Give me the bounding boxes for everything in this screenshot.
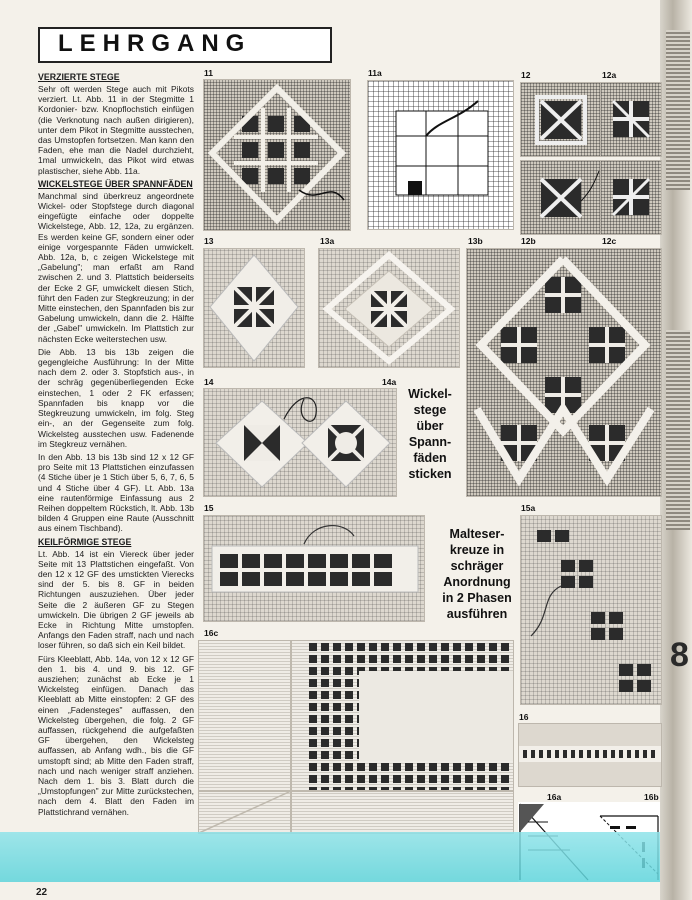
figure-15a-photo [520,515,662,705]
caption-line: schräger [450,559,504,573]
figure-13-photo [203,248,305,368]
caption-line: ausführen [446,607,508,621]
grid-diagram [368,81,513,229]
figure-14-photo [203,388,397,497]
caption-malteserkreuze [438,526,516,622]
caption-line: fäden [413,451,447,465]
figure-11a-diagram [367,80,514,230]
caption-line: Wickel- [408,387,452,401]
figure-12c-photo [600,160,662,235]
figure-12a-photo [600,82,662,157]
figure-11-photo [203,79,351,231]
caption-line: Anordnung [443,575,511,589]
diamond-motif-graphic [204,249,304,367]
caption-line: über [416,419,444,433]
figure-13a-photo [318,248,460,368]
figure-label-12c: 12c [602,236,617,246]
figure-label-13a: 13a [320,236,335,246]
figure-label-11: 11 [204,68,213,78]
motif-graphic [521,161,600,234]
caption-line: kreuze in [449,543,505,557]
figure-label-16b: 16b [644,792,659,802]
figure-label-12b: 12b [521,236,536,246]
diamond-motif-graphic [319,249,459,367]
keil-kleeblatt-graphic [204,389,396,496]
caption-line: Spann- [408,435,452,449]
figure-label-15a: 15a [521,503,536,513]
decorative-band [0,832,660,882]
motif-graphic [521,83,600,156]
paragraph: Die Abb. 13 bis 13b zeigen die gegengleiche Ausführung: In der Mitte nach dem 2. oder 3. Stopfstich aus-, in der schräg gegenüberliegenden Ecke einstechen, 1 oder 2 FK erfassen; Spannfaden bis knapp vor die Stegkreuzung umwickeln, im folg. Steg ein-, an der Gegenseite zum folg. Wickelsteg ausstechen usw. Fadenende im Stegkreuz vernähen. [38,346,194,449]
malteserkreuz-band-graphic [204,516,424,621]
caption-line: stege [413,403,447,417]
section-heading: KEILFÖRMIGE STEGE [38,536,132,547]
figure-label-16: 16 [519,712,529,722]
motif-graphic [601,83,661,156]
figure-label-16a: 16a [547,792,562,802]
figure-16c-photo [198,640,514,834]
paragraph: Manchmal sind überkreuz angeordnete Wickel- oder Stopfstege durch diagonal eingefügte einfache oder doppelte Wickelstege, Abb. 12, 12a, zu ergänzen. Es werden keine GF, sondern einer oder einige vorgespannte Fäden umwickelt. Abb. 12a, b, c zeigen Wickelstege mit „Gabelung"; man erfaßt am Rand zwischen 2. und 3. Plattstich beiderseits der Ecke 2 GF, umwickelt diesen Stich, führt den Faden zur Stegkreuzung; in der Mitte einstechen, den Spannfaden bis zur Gabelung umwickeln, dann die 2. Hälfte der „Gabel" umwickeln. Im Plattstich zur nächsten Ecke weiterstechen usw. [38,190,194,344]
figure-label-14a: 14a [382,377,397,387]
spine-number: 8 [670,636,689,674]
figure-12-photo [520,82,601,157]
figure-16-photo [518,723,662,787]
figure-label-13b: 13b [468,236,483,246]
page-number: 22 [36,887,48,898]
figure-label-15: 15 [204,503,214,513]
figure-12b-photo [520,160,601,235]
motif-graphic [601,161,661,234]
section-header [38,27,332,63]
figure-13b-photo [466,248,662,497]
caption-wickelstege [400,386,460,482]
article-text-column [38,72,194,820]
figure-label-12a: 12a [602,70,617,80]
spine-pattern-strip [666,30,690,190]
caption-line: Malteser- [449,527,505,541]
figure-label-14: 14 [204,377,214,387]
page-title: LEHRGANG [58,30,252,57]
caption-line: in 2 Phasen [442,591,512,605]
figure-label-13: 13 [204,236,214,246]
figure-label-12: 12 [521,70,531,80]
figure-label-11a: 11a [368,68,382,78]
paragraph: Sehr oft werden Stege auch mit Pikots verziert. Lt. Abb. 11 in der Stegmitte 1 Kordonier- bzw. Knopflochstich einfügen (die Verknotung nach außen dirigieren), unter dem Pikot in Stegmitte ausstechen, das Umstopfen fortsetzen. Man kann den Faden, ehe man die Nadel durchzieht, 1mal umwickeln, das Pikot wird etwas plastischer, siehe Abb. 11a. [38,84,194,176]
figure-label-16c: 16c [204,628,219,638]
page-spine [660,0,692,900]
hohlsaum-band-graphic [519,724,661,786]
figure-15-photo [203,515,425,622]
paragraph: Fürs Kleeblatt, Abb. 14a, von 12 x 12 GF den 1. bis 4. und 9. bis 12. GF ausziehen; zunächst ab Ecke je 1 Wickelsteg einfügen. Danach das Kleeblatt ab Mitte einstopfen: 2 GF des einen „Fadensteges" auffassen, den Wickelsteg übergehen, die folg. 2 GF auffassen, rückgehend die aufgefaßten GF übergehen, den Wickelsteg auffassen, ab Anfang wdh., bis die GF umstopft sind; ab Mitte den Faden straff, nach und nach weniger straff anziehen. Nach dem 1. bis 3. Blatt durch die „Umstopfungen" zur Mitte zurückstechen, nach dem 4. Blatt den Faden im Plattstichrand vernähen. [38,653,194,817]
malteserkreuz-diagonal-graphic [521,516,661,704]
section-heading: VERZIERTE STEGE [38,72,120,82]
paragraph: Lt. Abb. 14 ist ein Viereck über jeder Seite mit 13 Plattstichen eingefaßt. Von den 12 x 12 GF des umstickten Vierecks sind der 5. bis 8. GF in beiden Richtungen auszuziehen. Über jeder Seite die 2 äußeren GF zu Stegen umwickeln. Die übrigen 2 GF jeweils ab Ecke in Richtung Mitte umstopfen. Anfangs den Faden straff, nach und nach loser führen, so daß sich ein Keil bildet. [38,548,194,651]
spine-pattern-strip [666,330,690,530]
raute-motif-graphic [467,249,661,496]
hohlsaum-ecke-graphic [199,641,513,833]
lattice-motif-graphic [204,80,350,230]
caption-line: sticken [408,467,452,481]
section-heading: WICKELSTEGE ÜBER SPANNFÄDEN [38,178,193,189]
paragraph: In den Abb. 13 bis 13b sind 12 x 12 GF pro Seite mit 13 Plattstichen einzufassen (4 Stiche über je 1 Stich über 5, 6, 7, 6, 5 und 4 Stiche über 4 GF). Lt. Abb. 13a eine rautenförmige Einfassung aus 2 Reihen doppeltem Rückstich, lt. Abb. 13b bilden 4 Gruppen eine Raute (Ausschnitt aus einem Tischband). [38,451,194,534]
